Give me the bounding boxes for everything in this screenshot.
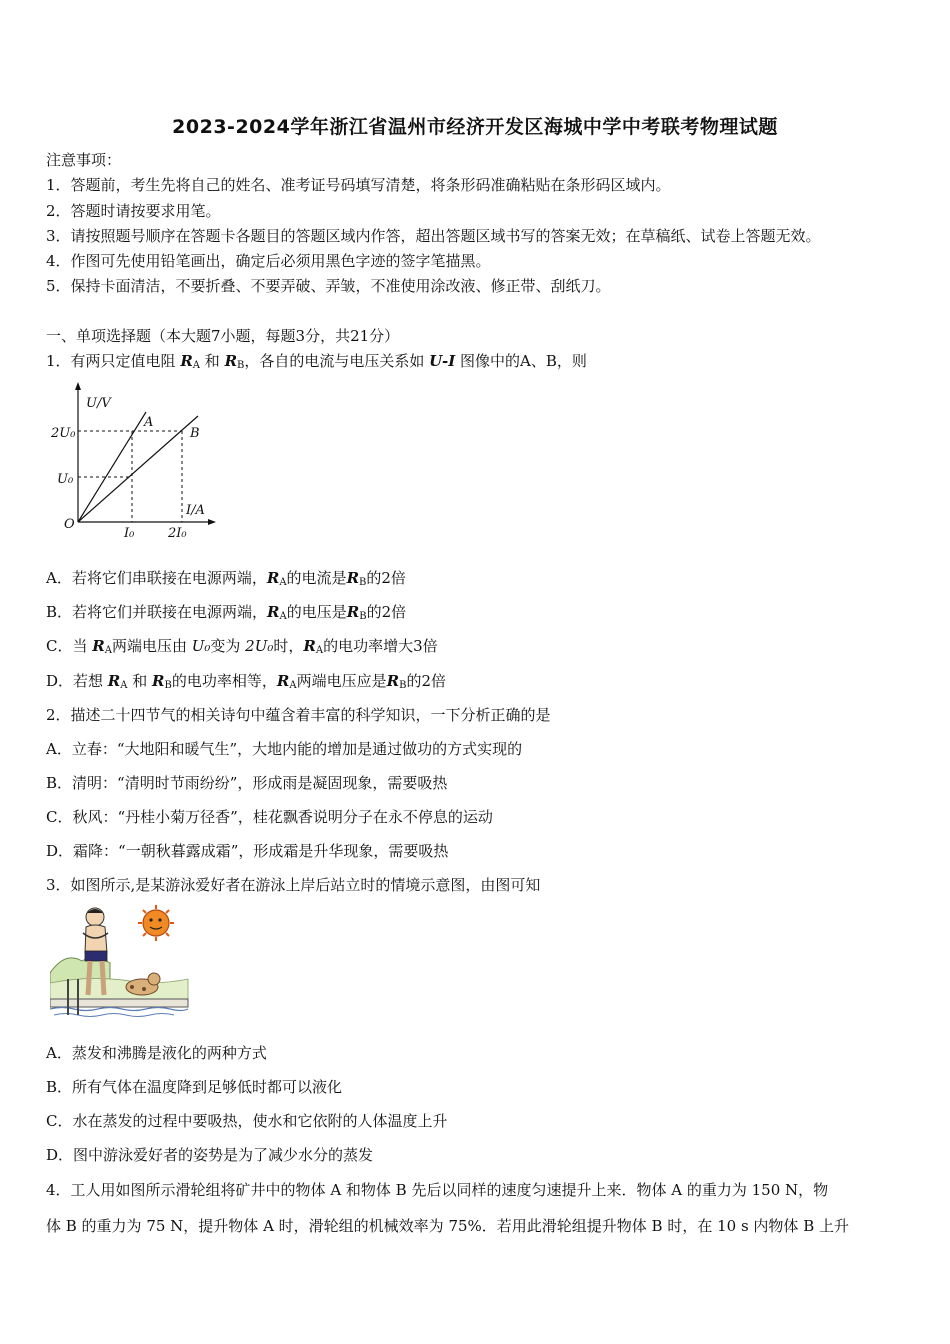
q4-line-1: 4．工人用如图所示滑轮组将矿井中的物体 A 和物体 B 先后以同样的速度匀速提升上来．物体 A 的重力为 150 N，物 xyxy=(46,1181,829,1199)
notice-item-2: 2．答题时请按要求用笔。 xyxy=(46,202,221,220)
sun-icon xyxy=(138,905,174,941)
q2-option-d: D．霜降：“一朝秋暮露成霜”，形成霜是升华现象，需要吸热 xyxy=(46,842,449,860)
origin-label: O xyxy=(64,517,75,532)
line-a-label: A xyxy=(144,415,154,430)
q3-option-a: A．蒸发和沸腾是液化的两种方式 xyxy=(46,1044,267,1062)
q3-option-c: C．水在蒸发的过程中要吸热，使水和它依附的人体温度上升 xyxy=(46,1112,448,1130)
q2-option-c: C．秋风：“丹桂小菊万径香”，桂花飘香说明分子在永不停息的运动 xyxy=(46,808,493,826)
water xyxy=(50,1008,188,1011)
notice-heading: 注意事项： xyxy=(46,151,122,169)
q2-stem: 2．描述二十四节气的相关诗句中蕴含着丰富的科学知识，一下分析正确的是 xyxy=(46,706,551,724)
ui-graph xyxy=(50,380,230,545)
person-body xyxy=(85,925,107,953)
q1-option-d: D．若想 $R_A$ 和 $R_B$的电功率相等，$R_A$两端电压应是$R_B$的2倍 xyxy=(46,672,446,691)
line-a xyxy=(78,412,146,522)
q1-option-b: B．若将它们并联接在电源两端，$R_A$的电压是$R_B$的2倍 xyxy=(46,603,407,622)
notice-item-4: 4．作图可先使用铅笔画出，确定后必须用黑色字迹的签字笔描黑。 xyxy=(46,252,491,270)
line-b xyxy=(78,416,198,522)
x-axis-arrow xyxy=(208,519,216,525)
x-tick-2i0: 2I₀ xyxy=(168,526,187,541)
notice-item-1: 1．答题前，考生先将自己的姓名、准考证号码填写清楚，将条形码准确粘贴在条形码区域内。 xyxy=(46,176,671,194)
q2-option-a: A．立春：“大地阳和暖气生”，大地内能的增加是通过做功的方式实现的 xyxy=(46,740,523,758)
y-tick-2u0: 2U₀ xyxy=(51,426,76,441)
q1-stem: 1．有两只定值电阻 $R_A$ 和 $R_B$，各自的电流与电压关系如 U-I 图像中的A、B，则 xyxy=(46,352,587,371)
y-axis-arrow xyxy=(75,382,81,390)
line-b-label: B xyxy=(190,426,200,441)
notice-item-3: 3．请按照题号顺序在答题卡各题目的答题区域内作答，超出答题区域书写的答案无效；在草稿纸、试卷上答题无效。 xyxy=(46,227,821,245)
x-tick-i0: I₀ xyxy=(124,526,135,541)
section-heading: 一、单项选择题（本大题7小题，每题3分，共21分） xyxy=(46,327,400,345)
y-tick-u0: U₀ xyxy=(57,472,74,487)
swim-trunks xyxy=(85,951,107,961)
q1-option-c: C．当 $R_A$两端电压由 U₀变为 2U₀时，$R_A$的电功率增大3倍 xyxy=(46,637,438,656)
page-title: 2023-2024学年浙江省温州市经济开发区海城中学中考联考物理试题 xyxy=(172,116,778,138)
pool-edge xyxy=(50,999,188,1007)
q3-option-d: D．图中游泳爱好者的姿势是为了减少水分的蒸发 xyxy=(46,1146,374,1164)
q1-option-a: A．若将它们串联接在电源两端，$R_A$的电流是$R_B$的2倍 xyxy=(46,569,406,588)
swimmer-illustration xyxy=(50,903,190,1021)
q4-line-2: 体 B 的重力为 75 N，提升物体 A 时，滑轮组的机械效率为 75%．若用此滑轮组提升物体 B 时，在 10 s 内物体 B 上升 xyxy=(46,1217,849,1235)
q3-option-b: B．所有气体在温度降到足够低时都可以液化 xyxy=(46,1078,343,1096)
y-axis-label: U/V xyxy=(86,396,111,411)
q3-stem: 3．如图所示,是某游泳爱好者在游泳上岸后站立时的情境示意图，由图可知 xyxy=(46,876,541,894)
q2-option-b: B．清明：“清明时节雨纷纷”，形成雨是凝固现象，需要吸热 xyxy=(46,774,448,792)
x-axis-label: I/A xyxy=(186,503,205,518)
notice-item-5: 5．保持卡面清洁，不要折叠、不要弄破、弄皱，不准使用涂改液、修正带、刮纸刀。 xyxy=(46,277,611,295)
